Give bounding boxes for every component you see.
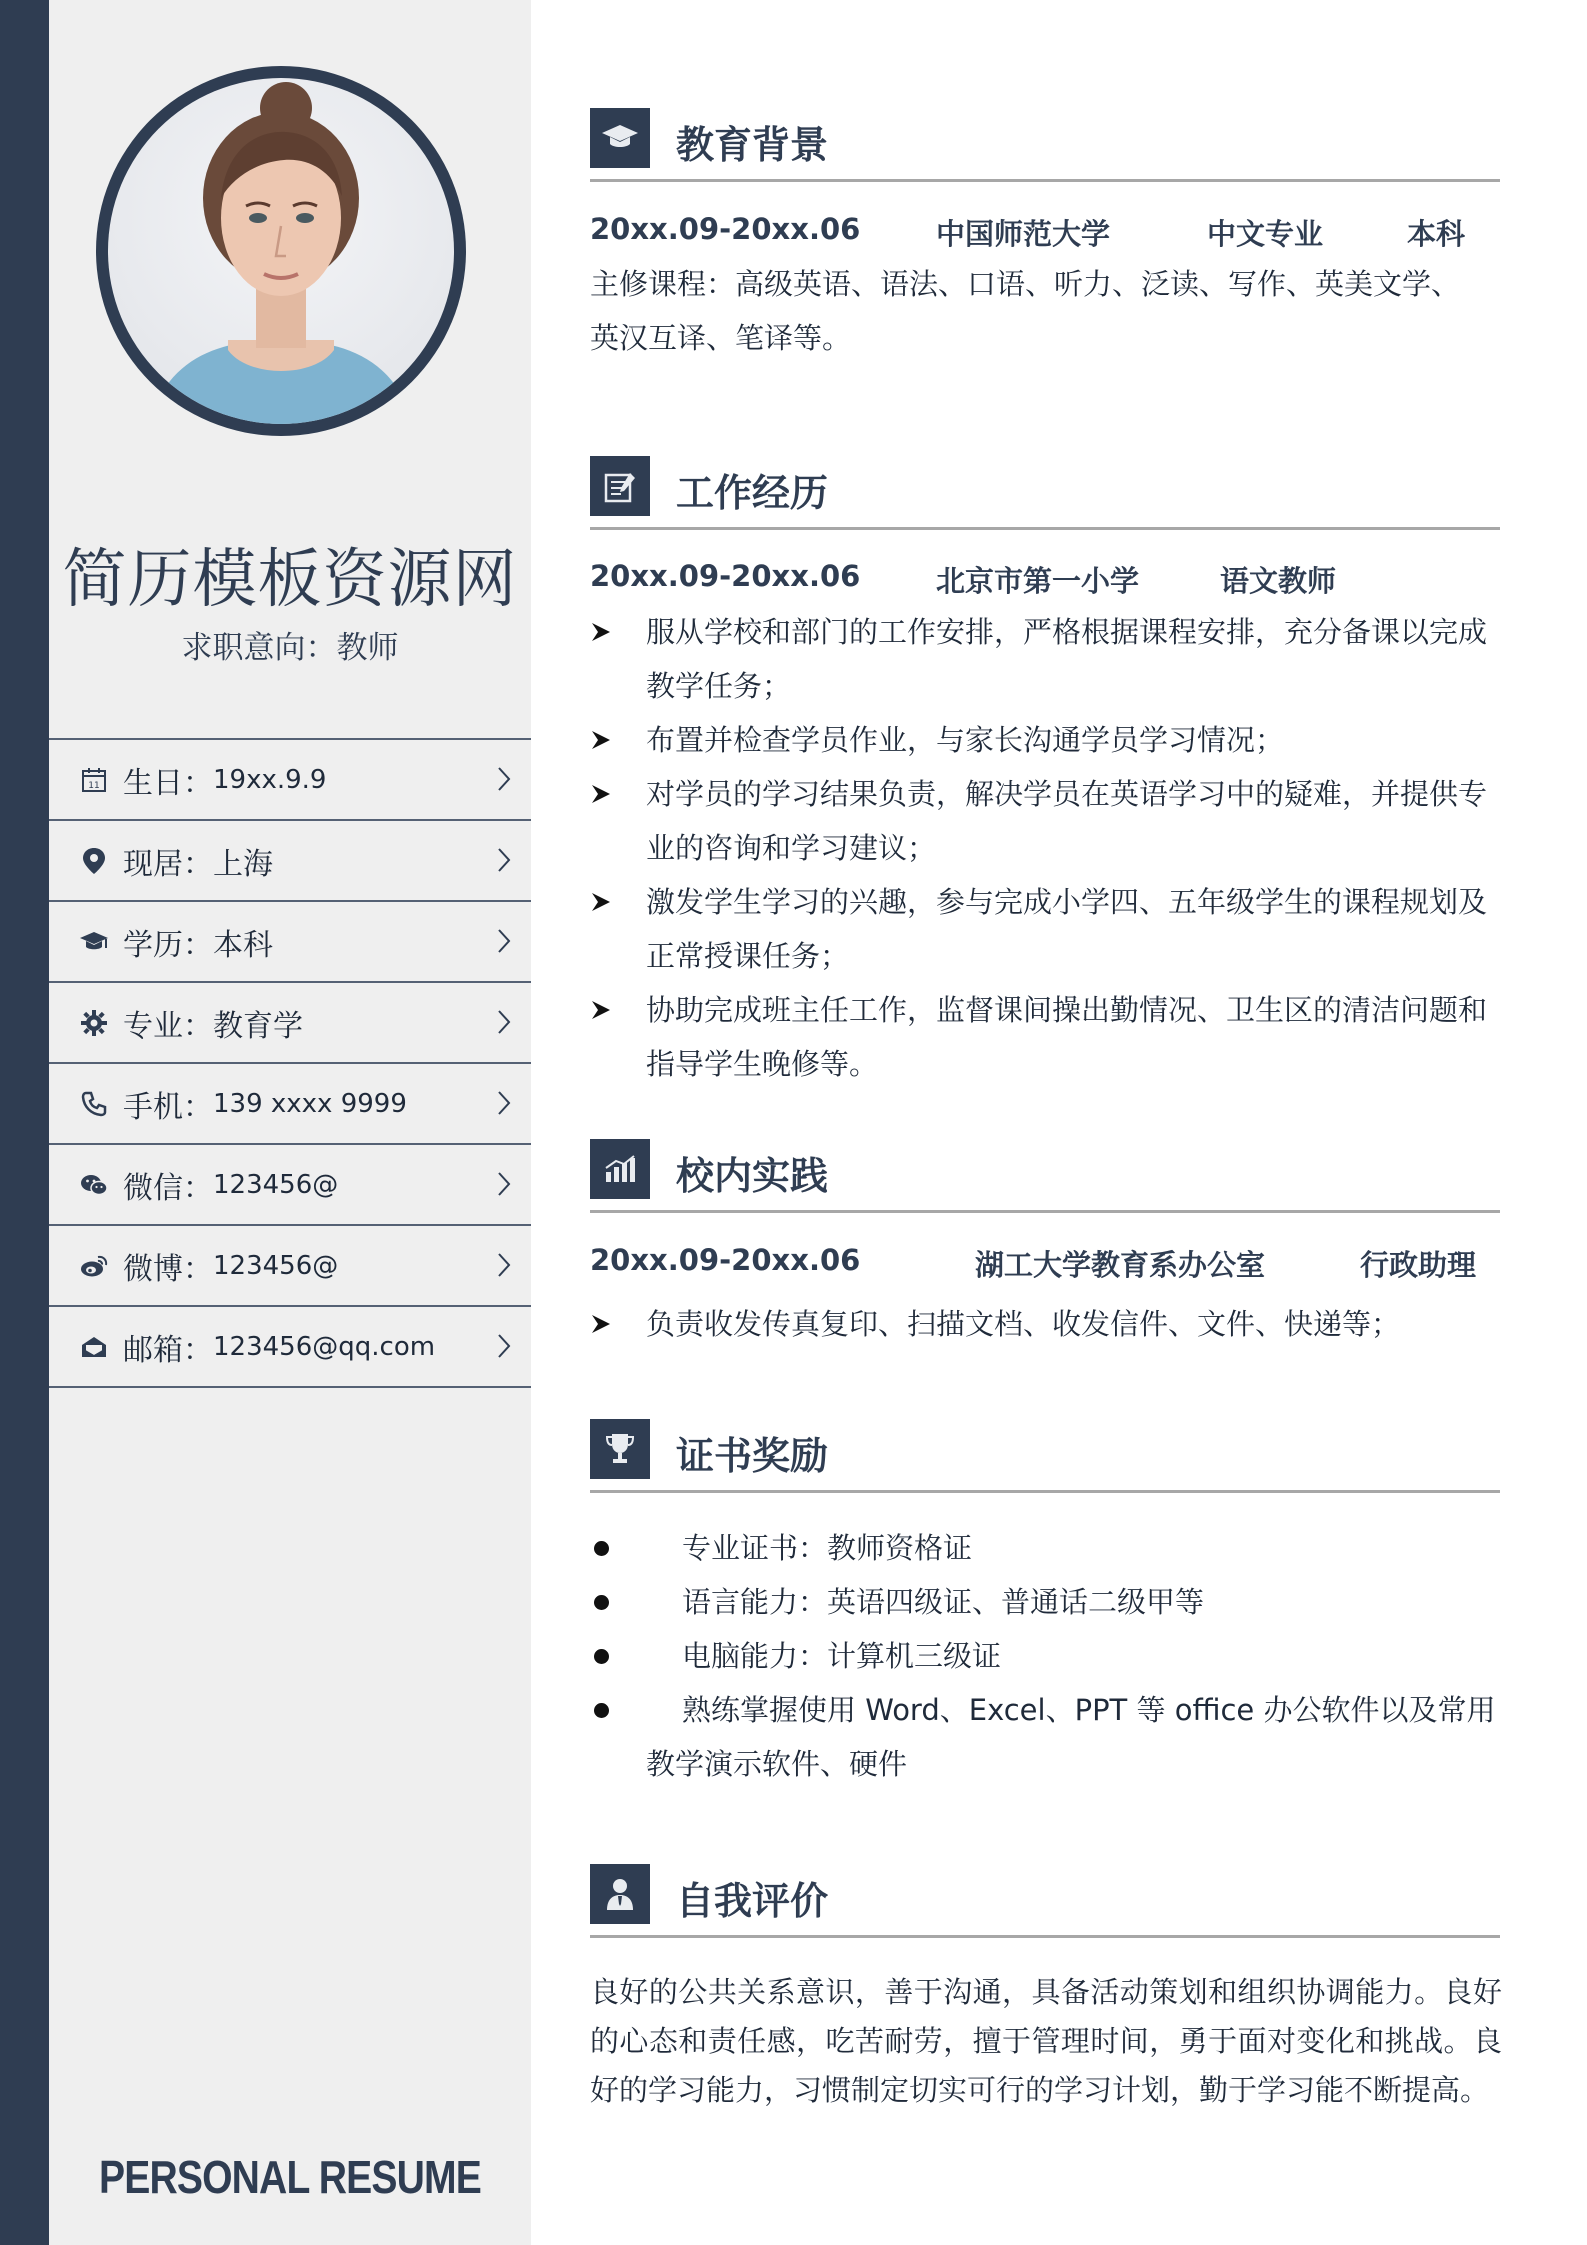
chevron-right-icon xyxy=(497,766,511,792)
info-value: 19xx.9.9 xyxy=(213,764,327,795)
location-pin-icon xyxy=(79,846,109,876)
practice-date: 20xx.09-20xx.06 xyxy=(590,1243,861,1277)
bullet-dot-icon xyxy=(594,1541,609,1556)
education-degree: 本科 xyxy=(1407,217,1466,251)
list-item xyxy=(590,1683,1510,1791)
info-item-education xyxy=(49,900,531,981)
section-title: 校内实践 xyxy=(676,1154,829,1198)
work-duties-list xyxy=(590,605,1510,1091)
personal-resume-brand: PERSONAL RESUME xyxy=(99,2151,481,2203)
list-item-text: 电脑能力：计算机三级证 xyxy=(682,1639,1002,1673)
info-label: 现居： xyxy=(123,846,213,882)
info-label: 生日： xyxy=(123,765,213,801)
chevron-right-icon xyxy=(497,1252,511,1278)
info-value: 上海 xyxy=(213,846,273,882)
work-position: 语文教师 xyxy=(1220,564,1337,598)
section-title: 工作经历 xyxy=(676,471,829,515)
chevron-right-icon xyxy=(497,1090,511,1116)
candidate-name: 简历模板资源网 xyxy=(62,543,518,617)
section-education-header xyxy=(590,108,1500,180)
info-label: 学历： xyxy=(123,927,213,963)
svg-text:11: 11 xyxy=(88,780,100,791)
practice-duties-list xyxy=(590,1297,1510,1351)
work-date: 20xx.09-20xx.06 xyxy=(590,559,861,593)
section-divider xyxy=(590,1210,1500,1213)
chevron-right-icon xyxy=(497,1171,511,1197)
arrow-bullet-icon xyxy=(590,784,612,804)
education-major: 中文专业 xyxy=(1207,217,1324,251)
arrow-bullet-icon xyxy=(590,1000,612,1020)
calendar-icon xyxy=(79,765,109,795)
list-item xyxy=(590,767,1510,875)
list-item xyxy=(590,983,1510,1091)
list-item-text: 协助完成班主任工作，监督课间操出勤情况、卫生区的清洁问题和指导学生晚修等。 xyxy=(646,993,1488,1081)
info-value: 123456@qq.com xyxy=(213,1331,436,1362)
list-item xyxy=(590,1521,1510,1575)
courses-line: 英汉互译、笔译等。 xyxy=(590,321,852,355)
info-item-birthday xyxy=(49,738,531,819)
info-item-email xyxy=(49,1305,531,1388)
info-label: 邮箱： xyxy=(123,1332,213,1368)
section-title: 证书奖励 xyxy=(676,1434,829,1478)
list-item-text: 服从学校和部门的工作安排，严格根据课程安排，充分备课以完成教学任务； xyxy=(646,615,1488,703)
list-item-text: 负责收发传真复印、扫描文档、收发信件、文件、快递等； xyxy=(646,1307,1401,1341)
education-courses xyxy=(590,257,1510,365)
graduation-cap-icon xyxy=(590,108,650,168)
bullet-dot-icon xyxy=(594,1595,609,1610)
info-item-wechat xyxy=(49,1143,531,1224)
info-label: 手机： xyxy=(123,1089,213,1125)
info-value: 本科 xyxy=(213,927,273,963)
info-value: 123456@ xyxy=(213,1250,339,1281)
section-awards-header xyxy=(590,1419,1500,1491)
section-work-header xyxy=(590,456,1500,528)
list-item xyxy=(590,1297,1510,1351)
info-label: 微信： xyxy=(123,1170,213,1206)
list-item-text: 专业证书：教师资格证 xyxy=(682,1531,973,1565)
list-item xyxy=(590,605,1510,713)
list-item-text: 语言能力：英语四级证、普通话二级甲等 xyxy=(682,1585,1205,1619)
list-item-text: 布置并检查学员作业，与家长沟通学员学习情况； xyxy=(646,723,1285,757)
arrow-bullet-icon xyxy=(590,1314,612,1334)
section-divider xyxy=(590,1490,1500,1493)
list-item xyxy=(590,875,1510,983)
info-value: 教育学 xyxy=(213,1008,303,1044)
chevron-right-icon xyxy=(497,847,511,873)
section-title: 教育背景 xyxy=(676,123,829,167)
education-date: 20xx.09-20xx.06 xyxy=(590,212,861,246)
list-item-text: 对学员的学习结果负责，解决学员在英语学习中的疑难，并提供专业的咨询和学习建议； xyxy=(646,777,1488,865)
arrow-bullet-icon xyxy=(590,730,612,750)
profile-photo xyxy=(108,78,454,424)
job-intent: 求职意向：教师 xyxy=(181,630,399,666)
bullet-dot-icon xyxy=(594,1703,609,1718)
self-evaluation-text: 良好的公共关系意识，善于沟通，具备活动策划和组织协调能力。良好的心态和责任感，吃苦耐劳，擅于管理时间，勇于面对变化和挑战。良好的学习能力，习惯制定切实可行的学习计划，勤于学习能不断提高。 xyxy=(590,1975,1502,2107)
info-label: 专业： xyxy=(123,1008,213,1044)
awards-list xyxy=(590,1521,1510,1791)
courses-line: 主修课程：高级英语、语法、口语、听力、泛读、写作、英美文学、 xyxy=(590,267,1461,301)
list-item-text: 激发学生学习的兴趣，参与完成小学四、五年级学生的课程规划及正常授课任务； xyxy=(646,885,1488,973)
practice-org: 湖工大学教育系办公室 xyxy=(975,1248,1266,1282)
list-item xyxy=(590,713,1510,767)
section-practice-header xyxy=(590,1139,1500,1211)
gear-icon xyxy=(79,1008,109,1038)
section-divider xyxy=(590,1935,1500,1938)
section-divider xyxy=(590,527,1500,530)
section-title: 自我评价 xyxy=(676,1879,829,1923)
bullet-dot-icon xyxy=(594,1649,609,1664)
list-item xyxy=(590,1575,1510,1629)
practice-role: 行政助理 xyxy=(1360,1248,1477,1282)
bar-chart-icon xyxy=(590,1139,650,1199)
info-item-residence xyxy=(49,819,531,900)
chevron-right-icon xyxy=(497,1009,511,1035)
info-value: 139 xxxx 9999 xyxy=(213,1088,407,1119)
info-item-weibo xyxy=(49,1224,531,1305)
left-accent-stripe xyxy=(0,0,49,2245)
notebook-icon xyxy=(590,456,650,516)
profile-photo-frame xyxy=(96,66,466,436)
info-item-major xyxy=(49,981,531,1062)
education-school: 中国师范大学 xyxy=(936,217,1111,251)
wechat-icon xyxy=(79,1170,109,1200)
graduation-cap-icon xyxy=(79,927,109,957)
phone-icon xyxy=(79,1089,109,1119)
chevron-right-icon xyxy=(497,928,511,954)
info-item-phone xyxy=(49,1062,531,1143)
person-icon xyxy=(590,1864,650,1924)
chevron-right-icon xyxy=(497,1333,511,1359)
section-self-header xyxy=(590,1864,1500,1936)
arrow-bullet-icon xyxy=(590,622,612,642)
weibo-icon xyxy=(79,1251,109,1281)
personal-info-list xyxy=(49,738,531,1388)
info-label: 微博： xyxy=(123,1251,213,1287)
list-item xyxy=(590,1629,1510,1683)
trophy-icon xyxy=(590,1419,650,1479)
info-value: 123456@ xyxy=(213,1169,339,1200)
section-divider xyxy=(590,179,1500,182)
work-company: 北京市第一小学 xyxy=(936,564,1140,598)
list-item-text: 熟练掌握使用 Word、Excel、PPT 等 office 办公软件以及常用教学演示软件、硬件 xyxy=(646,1693,1496,1781)
arrow-bullet-icon xyxy=(590,892,612,912)
mail-icon xyxy=(79,1332,109,1362)
